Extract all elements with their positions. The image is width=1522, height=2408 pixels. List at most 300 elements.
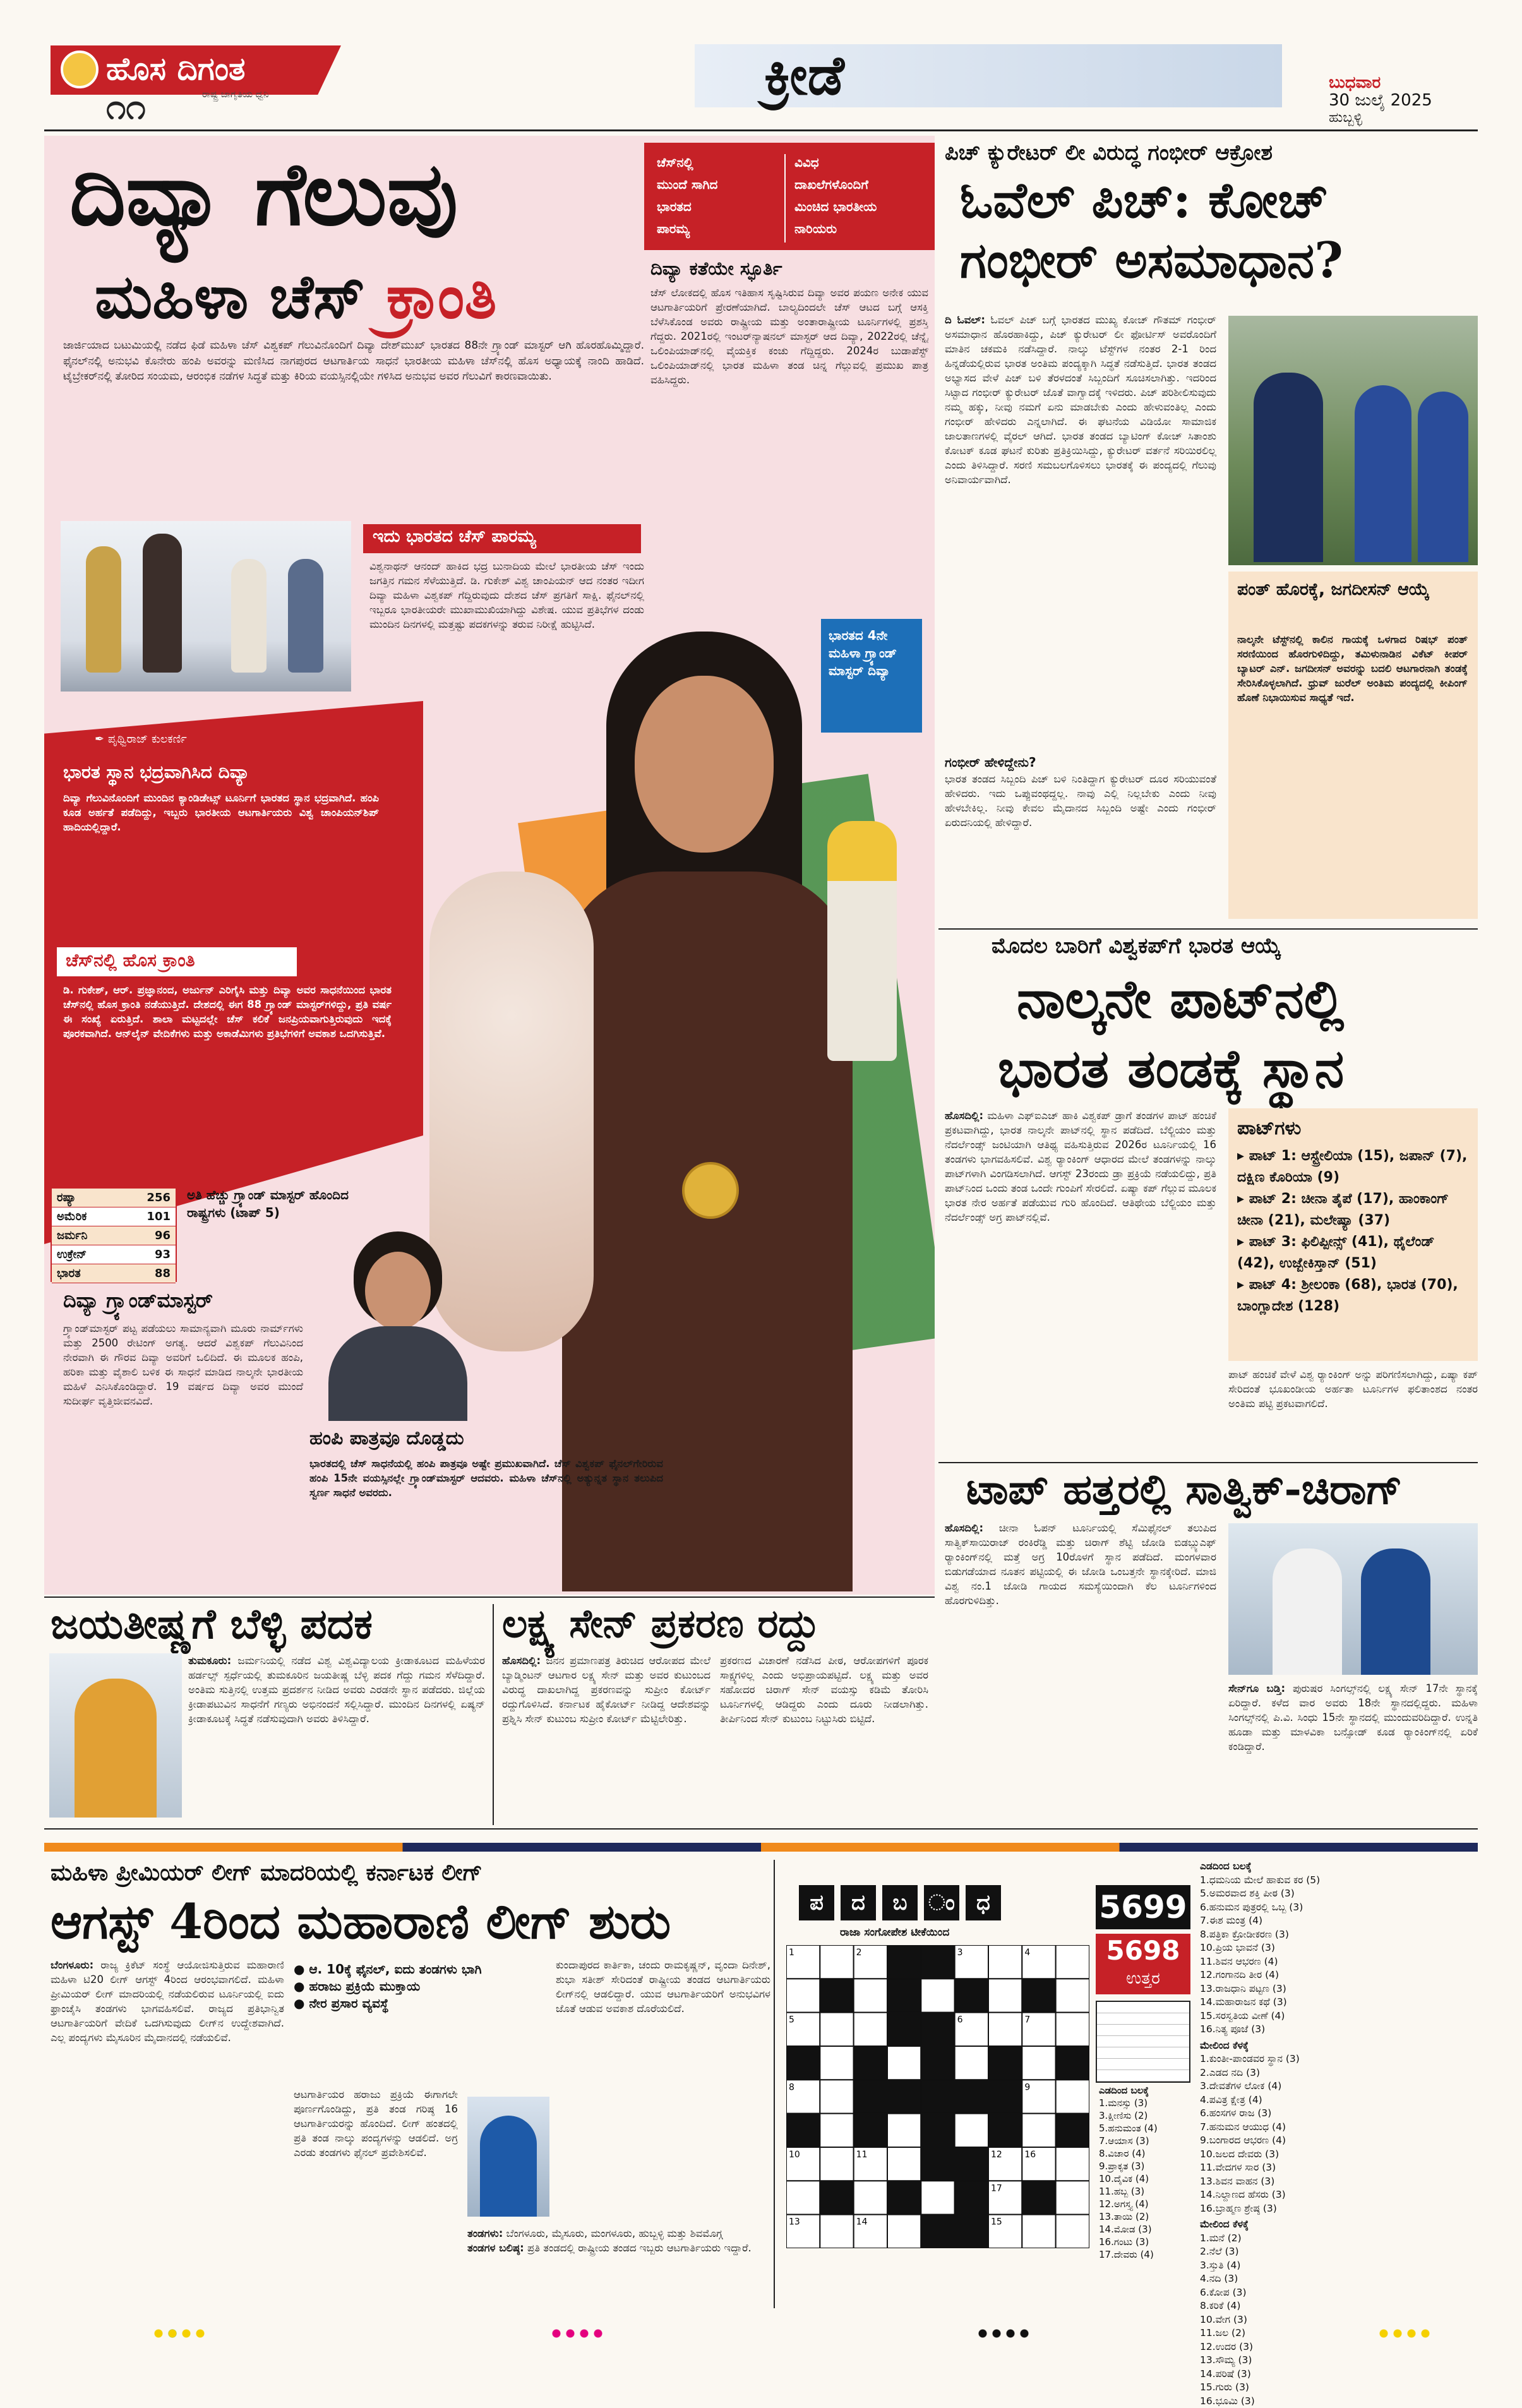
crossword-cell [921, 1945, 954, 1979]
crossword-clue: 4.ನದಿ (3) [1200, 2272, 1478, 2286]
gm-country: ರಷ್ಯಾ [57, 1189, 76, 1207]
gambhir-figure-1 [1254, 373, 1323, 562]
crossword-cell [955, 1979, 988, 2012]
lakshya-dateline: ಹೊಸದಿಲ್ಲಿ: [502, 1655, 541, 1667]
crossword-clue: 10.ವೇಗ (3) [1200, 2313, 1478, 2327]
crossword-cell[interactable] [854, 2013, 887, 2046]
kwpl-kicker: ಮಹಿಳಾ ಪ್ರೀಮಿಯರ್ ಲೀಗ್ ಮಾದರಿಯಲ್ಲಿ ಕರ್ನಾಟಕ ಲೀಗ್ [51, 1860, 482, 1886]
logo-text: ಹೊಸ ದಿಗಂತ [106, 49, 246, 88]
crossword-cell[interactable] [854, 1979, 887, 2012]
hampi-title: ಹಂಪಿ ಪಾತ್ರವೂ ದೊಡ್ಡದು [309, 1427, 464, 1449]
crossword-cell [887, 2013, 921, 2046]
crossword-cell[interactable] [887, 2114, 921, 2147]
crossword-cell-number: 10 [789, 2150, 800, 2160]
crossword-cell [854, 2114, 887, 2147]
sidebar-list-item: ಭಾರತದ [657, 196, 770, 218]
gm-country: ಉಕ್ರೇನ್ [57, 1245, 87, 1264]
portrait-caption: ಭಾರತದ 4ನೇ ಮಹಿಳಾ ಗ್ರ್ಯಾಂಡ್ ಮಾಸ್ಟರ್ ದಿವ್ಯಾ [829, 626, 914, 680]
crossword-cell [854, 2046, 887, 2080]
crossword-cell[interactable] [786, 1979, 820, 2012]
crossword-clue: 11.ವೇದಗಳ ಸಾರ (3) [1200, 2161, 1478, 2175]
byline [95, 733, 187, 746]
crossword-cell [955, 2147, 988, 2181]
kwpl-teams [467, 2226, 770, 2302]
lakshya-body-1-text: ಜನನ ಪ್ರಮಾಣಪತ್ರ ತಿರುಚಿದ ಆರೋಪದ ಮೇಲೆ ಬ್ಯಾಡ್ಮಿಂಟನ್ ಆಟಗಾರ ಲಕ್ಷ್ಯ ಸೇನ್ ಮತ್ತು ಅವರ ಕುಟುಂಬದ ವಿರುದ್ಧ ದಾಖಲಾಗಿದ್ದ ಪ್ರಕರಣವನ್ನು ಸುಪ್ರೀಂ ಕೋರ್ಟ್ ರದ್ದುಗೊಳಿಸಿದೆ. ಕರ್ನಾಟಕ ಹೈಕೋರ್ಟ್ ನೀಡಿದ್ದ ಆದೇಶವನ್ನು ಪ್ರಶ್ನಿಸಿ ಸೇನ್ ಕುಟುಂಬ ಸುಪ್ರೀಂ ಕೋರ್ಟ್ ಮೆಟ್ಟಿಲೇರಿತ್ತು. [502, 1655, 710, 1725]
crossword-clue: 10.ಪ್ರಿಯ ಭಾವನೆ (3) [1200, 1941, 1478, 1955]
crossword-clue: 12.ಅಗಸ್ತ್ಯ (4) [1099, 2198, 1194, 2210]
gambhir-body-text: ಓವಲ್ ಪಿಚ್ ಬಗ್ಗೆ ಭಾರತದ ಮುಖ್ಯ ಕೋಚ್ ಗೌತಮ್ ಗಂಭೀರ್ ಅಸಮಾಧಾನ ಹೊರಹಾಕಿದ್ದು, ಪಿಚ್ ಕ್ಯುರೇಟರ್ ಲೀ ಫೋರ್ಟಿಸ್ ಅವರೊಂದಿಗೆ ಮಾತಿನ ಚಕಮಕಿ ನಡೆಸಿದ್ದಾರೆ. ನಾಲ್ಕು ಟೆಸ್ಟ್‌ಗಳ ನಂತರ 2-1 ರಿಂದ ಹಿನ್ನಡೆಯಲ್ಲಿರುವ ಭಾರತ ಅಂತಿಮ ಪಂದ್ಯಕ್ಕಾಗಿ ಸಿದ್ಧತೆ ನಡೆಸುತ್ತಿದೆ. ಭಾರತ ತಂಡದ ಅಭ್ಯಾಸದ ವೇಳೆ ಪಿಚ್ ಬಳಿ ತೆರಳದಂತೆ ಸಿಬ್ಬಂದಿಗೆ ಸೂಚಿಸಲಾಗಿತ್ತು. ಇದರಿಂದ ಸಿಟ್ಟಾದ ಗಂಭೀರ್ ಕ್ಯುರೇಟರ್ ಜೊತೆ ವಾಗ್ವಾದಕ್ಕೆ ಇಳಿದರು. ಪಿಚ್ ಪರಿಶೀಲಿಸುವುದು ನಮ್ಮ ಹಕ್ಕು, ನೀವು ನಮಗೆ ಏನು ಮಾಡಬೇಕು ಎಂದು ಹೇಳುವಂತಿಲ್ಲ ಎಂದು ಗಂಭೀರ್ ಹೇಳಿದರು ಎನ್ನಲಾಗಿದೆ. ಈ ಘಟನೆಯ ವಿಡಿಯೋ ಸಾಮಾಜಿಕ ಜಾಲತಾಣಗಳಲ್ಲಿ ವೈರಲ್ ಆಗಿದೆ. ಭಾರತ ತಂಡದ ಬ್ಯಾಟಿಂಗ್ ಕೋಚ್ ಸಿತಾಂಶು ಕೋಟಕ್ ಕೂಡ ಘಟನೆ ಕುರಿತು ಪ್ರತಿಕ್ರಿಯಿಸಿದ್ದು, ಕ್ಯುರೇಟರ್ ವರ್ತನೆ ಸರಿಯಿರಲಿಲ್ಲ ಎಂದು ತಿಳಿಸಿದ್ದಾರೆ. ಸರಣಿ ಸಮಬಲಗೊಳಿಸಲು ಭಾರತಕ್ಕೆ ಈ ಪಂದ್ಯದಲ್ಲಿ ಗೆಲುವು ಅನಿವಾರ್ಯವಾಗಿದೆ. [945, 314, 1216, 486]
silver-photo [49, 1653, 182, 1818]
kwpl-dateline: ಬೆಂಗಳೂರು: [51, 1959, 93, 1971]
crossword-clue: 8.ವಿಚಾರ (4) [1099, 2147, 1194, 2160]
pant-title: ಪಂತ್ ಹೊರಕ್ಕೆ, ಜಗದೀಸನ್ ಆಯ್ಕೆ [1237, 578, 1471, 602]
lead-headline-2-accent: ಕ್ರಾಂತಿ [386, 261, 497, 332]
crossword-cell[interactable] [1022, 2215, 1055, 2248]
crossword-cell [820, 2181, 853, 2214]
sidebar-list-divider [784, 154, 786, 243]
silver-body [188, 1653, 485, 1824]
crossword-cell[interactable] [854, 2181, 887, 2214]
pots-title: ಪಾಟ್‌ಗಳು [1237, 1117, 1469, 1139]
crossword-title-letter: ಂ [924, 1885, 959, 1920]
crossword-title [799, 1885, 1070, 1920]
kwpl-bullets-box [294, 1961, 546, 2081]
crossword-grid[interactable] [786, 1945, 1089, 2248]
trophy-icon [827, 821, 897, 1061]
portrait-face [635, 676, 774, 853]
crossword-clues [1200, 1860, 1478, 2315]
podium-photo [61, 521, 351, 692]
crossword-answers-title: ಎಡದಿಂದ ಬಲಕ್ಕೆ [1200, 1860, 1478, 1874]
crossword-clue: 5.ಹನುಮಂತ (4) [1099, 2122, 1194, 2135]
kwpl-body-2: ಆಟಗಾರ್ತಿಯರ ಹರಾಜು ಪ್ರಕ್ರಿಯೆ ಈಗಾಗಲೇ ಪೂರ್ಣಗೊಂಡಿದ್ದು, ಪ್ರತಿ ತಂಡ ಗರಿಷ್ಠ 16 ಆಟಗಾರ್ತಿಯರನ್ನು ಹೊಂದಿದೆ. ಲೀಗ್ ಹಂತದಲ್ಲಿ ಪ್ರತಿ ತಂಡ ನಾಲ್ಕು ಪಂದ್ಯಗಳನ್ನು ಆಡಲಿದೆ. ಅಗ್ರ ಎರಡು ತಂಡಗಳು ಫೈನಲ್ ಪ್ರವೇಶಿಸಲಿವೆ. [294, 2087, 458, 2302]
kwpl-squad-text: ಪ್ರತಿ ತಂಡದಲ್ಲಿ ರಾಷ್ಟ್ರೀಯ ತಂಡದ ಇಬ್ಬರು ಆಟಗಾರ್ತಿಯರು ಇದ್ದಾರೆ. [527, 2242, 752, 2254]
crossword-cell [887, 2080, 921, 2113]
crossword-cell[interactable] [955, 2114, 988, 2147]
crossword-clue: 13.ಶಿವನ ವಾಹನ (3) [1200, 2175, 1478, 2189]
logo-tagline: ರಾಷ್ಟ್ರ ಜಾಗೃತಿಯ ಧ್ವನಿ [202, 88, 268, 100]
crossword-title-letter: ಬ [882, 1885, 918, 1920]
badminton-player-2 [1361, 1548, 1430, 1675]
crossword-clue: 16.ಭೂಮಿ (3) [1200, 2395, 1478, 2408]
byline-name: ಪೃಥ್ವಿರಾಜ್ ಕುಲಕರ್ಣಿ [108, 733, 187, 746]
crossword-clue: 11.ಹಬ್ಬ (3) [1099, 2185, 1194, 2198]
pant-body: ನಾಲ್ಕನೇ ಟೆಸ್ಟ್‌ನಲ್ಲಿ ಕಾಲಿನ ಗಾಯಕ್ಕೆ ಒಳಗಾದ ರಿಷಭ್ ಪಂತ್ ಸರಣಿಯಿಂದ ಹೊರಗುಳಿದಿದ್ದು, ತಮಿಳುನಾಡಿನ ವಿಕೆಟ್ ಕೀಪರ್ ಬ್ಯಾಟರ್ ಎನ್. ಜಗದೀಸನ್ ಅವರನ್ನು ಬದಲಿ ಆಟಗಾರನಾಗಿ ತಂಡಕ್ಕೆ ಸೇರಿಸಿಕೊಳ್ಳಲಾಗಿದೆ. ಧ್ರುವ್ ಜುರೆಲ್ ಅಂತಿಮ ಪಂದ್ಯದಲ್ಲಿ ಕೀಪಿಂಗ್ ಹೊಣೆ ನಿಭಾಯಿಸುವ ಸಾಧ್ಯತೆ ಇದೆ. [1237, 632, 1468, 910]
hampi-photo [309, 1219, 486, 1421]
masthead [0, 0, 1522, 136]
crossword-clue: 17.ದೇವರು (4) [1099, 2248, 1194, 2261]
crossword-answers-down-list [1200, 2052, 1478, 2215]
supremacy-title: ಇದು ಭಾರತದ ಚೆಸ್ ಪಾರಮ್ಯ [373, 527, 536, 547]
crossword-cell [921, 2215, 954, 2248]
crossword-number-box [1096, 1885, 1190, 1929]
crossword-cell[interactable] [921, 2181, 954, 2214]
crossword-cell [955, 2080, 988, 2113]
crossword-grid-svg[interactable] [786, 1945, 1089, 2248]
hockey-headline-1: ನಾಲ್ಕನೇ ಪಾಟ್‌ನಲ್ಲಿ [1017, 966, 1344, 1032]
portrait-caption-box [821, 619, 922, 733]
badminton-body [945, 1521, 1216, 1786]
gambhir-qa-body: ಭಾರತ ತಂಡದ ಸಿಬ್ಬಂದಿ ಪಿಚ್ ಬಳಿ ನಿಂತಿದ್ದಾಗ ಕ್ಯುರೇಟರ್ ದೂರ ಸರಿಯುವಂತೆ ಹೇಳಿದರು. ಇದು ಒಪ್ಪುವಂಥದ್ದಲ್ಲ. ನಾವು ಎಲ್ಲಿ ನಿಲ್ಲಬೇಕು ಎಂದು ನೀವು ಹೇಳಬೇಕಿಲ್ಲ. ನೀವು ಕೇವಲ ಮೈದಾನದ ಸಿಬ್ಬಂದಿ ಅಷ್ಟೇ ಎಂದು ಗಂಭೀರ್ ಏರುದನಿಯಲ್ಲಿ ಹೇಳಿದ್ದಾರೆ. [945, 772, 1216, 917]
pant-box [1228, 572, 1478, 919]
lakshya-headline: ಲಕ್ಷ್ಯ ಸೇನ್ ಪ್ರಕರಣ ರದ್ದು [502, 1598, 820, 1650]
crossword-answer-box [1096, 1934, 1190, 1994]
lead-headline-2 [95, 259, 496, 335]
crossword-vdivider [774, 1860, 775, 2308]
crossword-clue: 9.ಬಂಗಾರದ ಆಭರಣ (4) [1200, 2134, 1478, 2148]
crossword-cell[interactable] [887, 2147, 921, 2181]
kwpl-bullet: ● ನೇರ ಪ್ರಸಾರ ವ್ಯವಸ್ಥೆ [294, 1995, 546, 2012]
kwpl-player [480, 2116, 537, 2217]
crossword-cell [988, 2080, 1022, 2113]
crossword-title-letter: ಧ [966, 1885, 1001, 1920]
crossword-cell[interactable] [988, 1979, 1022, 2012]
sidebar-list-item: ಪಾರಮ್ಯ [657, 218, 770, 240]
crossword-clue: 1.ಮನಸ್ಸು (3) [1099, 2097, 1194, 2109]
crossword-clue: 9.ಪ್ರಾಕೃತ (3) [1099, 2160, 1194, 2172]
crossword-across [1099, 2084, 1194, 2311]
crossword-cell[interactable] [988, 1945, 1022, 1979]
crossword-cell[interactable] [1022, 2046, 1055, 2080]
divya-gm-body: ಗ್ರ್ಯಾಂಡ್‌ಮಾಸ್ಟರ್ ಪಟ್ಟ ಪಡೆಯಲು ಸಾಮಾನ್ಯವಾಗಿ ಮೂರು ನಾರ್ಮ್‌ಗಳು ಮತ್ತು 2500 ರೇಟಿಂಗ್ ಅಗತ್ಯ. ಆದರೆ ವಿಶ್ವಕಪ್ ಗೆಲುವಿನಿಂದ ನೇರವಾಗಿ ಈ ಗೌರವ ದಿವ್ಯಾ ಅವರಿಗೆ ಒಲಿದಿದೆ. ಈ ಮೂಲಕ ಹಂಪಿ, ಹರಿಕಾ ಮತ್ತು ವೈಶಾಲಿ ಬಳಿಕ ಈ ಸಾಧನೆ ಮಾಡಿದ ನಾಲ್ಕನೇ ಭಾರತೀಯ ಮಹಿಳೆ ಎನಿಸಿಕೊಂಡಿದ್ದಾರೆ. 19 ವರ್ಷದ ದಿವ್ಯಾ ಅವರ ಮುಂದೆ ಸುದೀರ್ಘ ವೃತ್ತಿಜೀವನವಿದೆ. [63, 1321, 303, 1586]
hockey-body-text: ಮಹಿಳಾ ಎಫ್‌ಐಎಚ್ ಹಾಕಿ ವಿಶ್ವಕಪ್ ಡ್ರಾಗೆ ತಂಡಗಳ ಪಾಟ್ ಹಂಚಿಕೆ ಪ್ರಕಟವಾಗಿದ್ದು, ಭಾರತ ನಾಲ್ಕನೇ ಪಾಟ್‌ನಲ್ಲಿ ಸ್ಥಾನ ಪಡೆದಿದೆ. ಬೆಲ್ಜಿಯಂ ಮತ್ತು ನೆದರ್ಲೆಂಡ್ಸ್ ಜಂಟಿಯಾಗಿ ಆತಿಥ್ಯ ವಹಿಸುತ್ತಿರುವ 2026ರ ಟೂರ್ನಿಯಲ್ಲಿ 16 ತಂಡಗಳು ಭಾಗವಹಿಸಲಿವೆ. ವಿಶ್ವ ರ‍್ಯಾಂಕಿಂಗ್ ಆಧಾರದ ಮೇಲೆ ತಂಡಗಳನ್ನು ನಾಲ್ಕು ಪಾಟ್‌ಗಳಾಗಿ ವಿಂಗಡಿಸಲಾಗಿದೆ. ಆಗಸ್ಟ್ 23ರಂದು ಡ್ರಾ ಪ್ರಕ್ರಿಯೆ ನಡೆಯಲಿದ್ದು, ಪ್ರತಿ ಪಾಟ್‌ನಿಂದ ಒಂದು ತಂಡ ಒಂದೇ ಗುಂಪಿಗೆ ಸೇರಲಿದೆ. ಏಷ್ಯಾ ಕಪ್ ಗೆಲ್ಲುವ ಮೂಲಕ ಭಾರತ ನೇರ ಅರ್ಹತೆ ಪಡೆಯುವ ಗುರಿ ಹೊಂದಿದೆ. ಆತಿಥೇಯ ಬೆಲ್ಜಿಯಂ ಮತ್ತು ನೆದರ್ಲೆಂಡ್ಸ್ ಅಗ್ರ ಪಾಟ್‌ನಲ್ಲಿವೆ. [945, 1110, 1216, 1223]
crossword-clue: 12.ಗಂಗಾನದಿ ತೀರ (4) [1200, 1968, 1478, 1982]
lakshya-body-2: ಪ್ರಕರಣದ ವಿಚಾರಣೆ ನಡೆಸಿದ ಪೀಠ, ಆರೋಪಗಳಿಗೆ ಪೂರಕ ಸಾಕ್ಷ್ಯಗಳಿಲ್ಲ ಎಂದು ಅಭಿಪ್ರಾಯಪಟ್ಟಿದೆ. ಲಕ್ಷ್ಯ ಮತ್ತು ಅವರ ಸಹೋದರ ಚಿರಾಗ್ ಸೇನ್ ವಯಸ್ಸು ಕಡಿಮೆ ತೋರಿಸಿ ಟೂರ್ನಿಗಳಲ್ಲಿ ಆಡಿದ್ದರು ಎಂದು ದೂರು ನೀಡಲಾಗಿತ್ತು. ತೀರ್ಪಿನಿಂದ ಸೇನ್ ಕುಟುಂಬ ನಿಟ್ಟುಸಿರು ಬಿಟ್ಟಿದೆ. [720, 1653, 928, 1824]
crossword-cell-number: 8 [789, 2082, 794, 2092]
right-divider-1 [938, 928, 1478, 930]
supremacy-body: ವಿಶ್ವನಾಥನ್ ಆನಂದ್ ಹಾಕಿದ ಭದ್ರ ಬುನಾದಿಯ ಮೇಲೆ ಭಾರತೀಯ ಚೆಸ್ ಇಂದು ಜಗತ್ತಿನ ಗಮನ ಸೆಳೆಯುತ್ತಿದೆ. ಡಿ. ಗುಕೇಶ್ ವಿಶ್ವ ಚಾಂಪಿಯನ್ ಆದ ನಂತರ ಇದೀಗ ದಿವ್ಯಾ ಮಹಿಳಾ ವಿಶ್ವಕಪ್ ಗೆದ್ದಿರುವುದು ದೇಶದ ಚೆಸ್ ಪ್ರಗತಿಗೆ ಸಾಕ್ಷಿ. ಫೈನಲ್‌ನಲ್ಲಿ ಇಬ್ಬರೂ ಭಾರತೀಯರೇ ಮುಖಾಮುಖಿಯಾಗಿದ್ದು ವಿಶೇಷ. ಯುವ ಪ್ರತಿಭೆಗಳ ದಂಡು ಮುಂದಿನ ದಿನಗಳಲ್ಲಿ ಮತ್ತಷ್ಟು ಪದಕಗಳನ್ನು ತರುವ ನಿರೀಕ್ಷೆ ಹುಟ್ಟಿಸಿದೆ. [369, 559, 644, 748]
lakshya-body-1 [502, 1653, 710, 1824]
crossword-cell[interactable] [1056, 2013, 1089, 2046]
revolution-title: ಚೆಸ್‌ನಲ್ಲಿ ಹೊಸ ಕ್ರಾಂತಿ [66, 950, 195, 971]
bottom-divider-2 [44, 1828, 1478, 1830]
divya-gm-title: ದಿವ್ಯಾ ಗ್ರ್ಯಾಂಡ್‌ಮಾಸ್ಟರ್ [63, 1288, 213, 1313]
crossword-cell [921, 2013, 954, 2046]
crossword-cell-number: 3 [957, 1948, 963, 1958]
crossword-cell[interactable] [887, 2215, 921, 2248]
crossword-cell-number: 16 [1024, 2150, 1036, 2160]
sidebar-list-item: ನಾರಿಯರು [794, 218, 933, 240]
crossword-cell-number: 2 [856, 1948, 862, 1958]
crossword-cell-number: 7 [1024, 2015, 1030, 2025]
crossword-clue: 16.ಬ್ರಾಹ್ಮಣ ಶ್ರೇಷ್ಠ (3) [1200, 2202, 1478, 2216]
crossword-clue: 15.ಸರಸ್ವತಿಯ ವೀಣೆ (4) [1200, 2010, 1478, 2023]
crossword-cell-number: 13 [789, 2217, 800, 2227]
pot-item: ▸ ಪಾಟ್ 1: ಆಸ್ಟ್ರೇಲಿಯಾ (15), ಜಪಾನ್ (7), ದಕ್ಷಿಣ ಕೊರಿಯಾ (9) [1237, 1146, 1469, 1189]
crossword-clue: 6.ಕೋಪ (3) [1200, 2286, 1478, 2300]
crossword-clue: 3.ದೇವತೆಗಳ ಲೋಕ (4) [1200, 2080, 1478, 2094]
badminton-dateline: ಹೊಸದಿಲ್ಲಿ: [945, 1522, 983, 1534]
crossword-clue: 14.ಮಹಾರಾಜನ ಕಥೆ (3) [1200, 1996, 1478, 2010]
silver-athlete [75, 1679, 157, 1818]
crossword-cell[interactable] [820, 2080, 853, 2113]
crossword-clue: 6.ಹಂಸಗಳ ರಾಜ (3) [1200, 2107, 1478, 2121]
hockey-dateline: ಹೊಸದಿಲ್ಲಿ: [945, 1110, 983, 1122]
sidebar-list-item: ಮುಂದೆ ಸಾಗಿದ [657, 174, 770, 196]
reg-dots-left [152, 2328, 208, 2339]
silver-headline: ಜಯತೀಷ್ಣಗೆ ಬೆಳ್ಳಿ ಪದಕ [51, 1598, 373, 1650]
crossword-clue: 1.ಧಮನಿಯ ಮೇಲೆ ಹಾಕುವ ಕರ (5) [1200, 1874, 1478, 1888]
crossword-cell [786, 2046, 820, 2080]
pots-list [1237, 1146, 1469, 1317]
crossword-clue: 14.ನಿಲ್ದಾಣದ ಹೆಸರು (3) [1200, 2188, 1478, 2202]
badminton-caption-text: ಪುರುಷರ ಸಿಂಗಲ್ಸ್‌ನಲ್ಲಿ ಲಕ್ಷ್ಯ ಸೇನ್ 17ನೇ ಸ್ಥಾನಕ್ಕೆ ಏರಿದ್ದಾರೆ. ಕಳೆದ ವಾರ ಅವರು 18ನೇ ಸ್ಥಾನದಲ್ಲಿದ್ದರು. ಮಹಿಳಾ ಸಿಂಗಲ್ಸ್‌ನಲ್ಲಿ ಪಿ.ವಿ. ಸಿಂಧು 15ನೇ ಸ್ಥಾನದಲ್ಲಿ ಮುಂದುವರಿದಿದ್ದಾರೆ. ಉನ್ನತಿ ಹೂಡಾ ಮತ್ತು ಮಾಳವಿಕಾ ಬನ್ಸೋಡ್ ಕೂಡ ರ‍್ಯಾಂಕಿಂಗ್‌ನಲ್ಲಿ ಏರಿಕೆ ಕಂಡಿದ್ದಾರೆ. [1228, 1682, 1478, 1752]
crossword-subtitle: ರಾಜಾ ಸಂಗೋಪೇಶ ಟೀಕೆಯಿಂದ [840, 1926, 949, 1939]
kwpl-bullet: ● ಹರಾಜು ಪ್ರಕ್ರಿಯೆ ಮುಕ್ತಾಯ [294, 1978, 546, 1995]
crossword-clue: 10.ಜಲದ ದೇವರು (3) [1200, 2148, 1478, 2162]
crossword-clue: 13.ರಾಜಧಾನಿ ಪಟ್ಟಣ (3) [1200, 1982, 1478, 1996]
crossword-clue: 7.ಈಶ ಮಂತ್ರ (4) [1200, 1914, 1478, 1928]
crossword-cell-number: 15 [991, 2217, 1002, 2227]
gm-country: ಜರ್ಮನಿ [57, 1226, 88, 1245]
section-title: ಕ್ರೀಡೆ [764, 45, 844, 106]
crossword-answer-grid [1096, 2001, 1190, 2083]
crossword-cell[interactable] [1056, 2181, 1089, 2214]
crossword-cell[interactable] [921, 1979, 954, 2012]
crossword-clue: 6.ಹನುಮನ ಪುತ್ರರಲ್ಲಿ ಒಬ್ಬ (3) [1200, 1901, 1478, 1915]
crossword-across-title: ಎಡದಿಂದ ಬಲಕ್ಕೆ [1099, 2084, 1194, 2097]
crossword-cell [1056, 2046, 1089, 2080]
masthead-divider [44, 129, 1478, 131]
crossword-clue: 11.ಜಲ (2) [1200, 2327, 1478, 2340]
podium-figure-2 [143, 534, 182, 673]
podium-figure-1 [86, 546, 121, 673]
crossword-cell [921, 2114, 954, 2147]
gm-count: 96 [155, 1226, 171, 1245]
crossword-cell [887, 1945, 921, 1979]
crossword-clue: 14.ಪರಿಷೆ (3) [1200, 2368, 1478, 2381]
crossword-answer-label: ಉತ್ತರ [1096, 1968, 1190, 1989]
crossword-cell[interactable] [820, 2046, 853, 2080]
crossword-cell [1056, 2114, 1089, 2147]
safe-hands-body: ದಿವ್ಯಾ ಗೆಲುವಿನೊಂದಿಗೆ ಮುಂದಿನ ಕ್ಯಾಂಡಿಡೇಟ್ಸ್ ಟೂರ್ನಿಗೆ ಭಾರತದ ಸ್ಥಾನ ಭದ್ರವಾಗಿದೆ. ಹಂಪಿ ಕೂಡ ಅರ್ಹತೆ ಪಡೆದಿದ್ದು, ಇಬ್ಬರು ಭಾರತೀಯ ಆಟಗಾರ್ತಿಯರು ವಿಶ್ವ ಚಾಂಪಿಯನ್‌ಶಿಪ್ ಹಾದಿಯಲ್ಲಿದ್ದಾರೆ. [63, 791, 379, 942]
gambhir-body [945, 313, 1216, 755]
registration-marks [0, 2324, 1522, 2343]
gm-country: ಭಾರತ [57, 1264, 81, 1283]
crossword-clue: 13.ತಾಯಿ (2) [1099, 2210, 1194, 2223]
hampi-body: ಭಾರತದಲ್ಲಿ ಚೆಸ್ ಸಾಧನೆಯಲ್ಲಿ ಹಂಪಿ ಪಾತ್ರವೂ ಅಷ್ಟೇ ಪ್ರಮುಖವಾಗಿದೆ. ಚೆಸ್ ವಿಶ್ವಕಪ್ ಫೈನಲ್‌ಗೇರಿರುವ ಹಂಪಿ 15ನೇ ವಯಸ್ಸಿನಲ್ಲೇ ಗ್ರ್ಯಾಂಡ್‌ಮಾಸ್ಟರ್ ಆದವರು. ಮಹಿಳಾ ಚೆಸ್‌ನಲ್ಲಿ ಅತ್ಯುನ್ನತ ಸ್ಥಾನ ತಲುಪಿದ ಸ್ವರ್ಣ ಸಾಧನೆ ಅವರದು. [309, 1456, 663, 1589]
crossword-cell-number: 4 [1024, 1948, 1030, 1958]
crossword-cell-number: 9 [1024, 2082, 1030, 2092]
page-number: ೧೧ [106, 88, 146, 126]
gambhir-figure-2 [1355, 385, 1411, 562]
crossword-cell[interactable] [820, 2215, 853, 2248]
gm-country: ಅಮೆರಿಕ [57, 1207, 87, 1226]
crossword-cell[interactable] [1022, 2114, 1055, 2147]
crossword-cell [988, 2046, 1022, 2080]
inspiration-body: ಚೆಸ್ ಲೋಕದಲ್ಲಿ ಹೊಸ ಇತಿಹಾಸ ಸೃಷ್ಟಿಸಿರುವ ದಿವ್ಯಾ ಅವರ ಪಯಣ ಅನೇಕ ಯುವ ಆಟಗಾರ್ತಿಯರಿಗೆ ಪ್ರೇರಣೆಯಾಗಿದೆ. ಬಾಲ್ಯದಿಂದಲೇ ಚೆಸ್ ಆಟದ ಬಗ್ಗೆ ಆಸಕ್ತಿ ಬೆಳೆಸಿಕೊಂಡ ಅವರು ರಾಷ್ಟ್ರೀಯ ಮತ್ತು ಅಂತಾರಾಷ್ಟ್ರೀಯ ಟೂರ್ನಿಗಳಲ್ಲಿ ಪ್ರಶಸ್ತಿ ಗೆದ್ದರು. 2021ರಲ್ಲಿ ಇಂಟರ್‌ನ್ಯಾಷನಲ್ ಮಾಸ್ಟರ್ ಆದ ದಿವ್ಯಾ, 2022ರಲ್ಲಿ ಚೆನ್ನೈ ಒಲಿಂಪಿಯಾಡ್‌ನಲ್ಲಿ ವೈಯಕ್ತಿಕ ಕಂಚು ಗೆದ್ದಿದ್ದರು. 2024ರ ಬುಡಾಪೆಸ್ಟ್ ಒಲಿಂಪಿಯಾಡ್‌ನಲ್ಲಿ ಭಾರತ ಮಹಿಳಾ ತಂಡ ಚಿನ್ನ ಗೆಲ್ಲುವಲ್ಲಿ ಪ್ರಮುಖ ಪಾತ್ರ ವಹಿಸಿದ್ದರು. [650, 285, 928, 589]
kwpl-body-1-text: ರಾಜ್ಯ ಕ್ರಿಕೆಟ್ ಸಂಸ್ಥೆ ಆಯೋಜಿಸುತ್ತಿರುವ ಮಹಾರಾಣಿ ಮಹಿಳಾ ಟಿ20 ಲೀಗ್ ಆಗಸ್ಟ್ 4ರಿಂದ ಆರಂಭವಾಗಲಿದೆ. ಮಹಿಳಾ ಪ್ರೀಮಿಯರ್ ಲೀಗ್ ಮಾದರಿಯಲ್ಲಿ ನಡೆಯಲಿರುವ ಟೂರ್ನಿಯಲ್ಲಿ ಐದು ಫ್ರಾಂಚೈಸಿ ತಂಡಗಳು ಭಾಗವಹಿಸಲಿವೆ. ರಾಜ್ಯದ ಪ್ರತಿಭಾನ್ವಿತ ಆಟಗಾರ್ತಿಯರಿಗೆ ವೇದಿಕೆ ಒದಗಿಸುವುದು ಲೀಗ್‌ನ ಉದ್ದೇಶವಾಗಿದೆ. ಎಲ್ಲ ಪಂದ್ಯಗಳು ಮೈಸೂರಿನ ಮೈದಾನದಲ್ಲಿ ನಡೆಯಲಿವೆ. [51, 1959, 284, 2044]
gambhir-figure-3 [1418, 392, 1468, 562]
crossword-number: 5699 [1096, 1885, 1190, 1929]
crossword-cell-number: 5 [789, 2015, 794, 2025]
kwpl-photo [467, 2097, 549, 2217]
pot-item: ▸ ಪಾಟ್ 3: ಫಿಲಿಪ್ಪೀನ್ಸ್ (41), ಥೈಲೆಂಡ್ (42), ಉಜ್ಬೇಕಿಸ್ತಾನ್ (51) [1237, 1231, 1469, 1274]
kwpl-bullets [294, 1961, 546, 2012]
crossword-clue: 14.ಮೋಡ (3) [1099, 2223, 1194, 2236]
crossword-cell-number: 11 [856, 2150, 868, 2160]
gambhir-qa-title: ಗಂಭೀರ್ ಹೇಳಿದ್ದೇನು? [945, 755, 1036, 770]
gm-count: 101 [147, 1207, 171, 1226]
crossword-cell-number: 14 [856, 2217, 868, 2227]
crossword-cell [887, 1979, 921, 2012]
sidebar-list-item: ಮಿಂಚಿದ ಭಾರತೀಯ [794, 196, 933, 218]
badminton-player-1 [1273, 1548, 1342, 1675]
gm-table-row [52, 1207, 176, 1226]
crossword-clue: 2.ನೆಲೆ (3) [1200, 2245, 1478, 2259]
kwpl-teams-label: ತಂಡಗಳು: [467, 2227, 503, 2239]
crossword-cell-number: 6 [957, 2015, 963, 2025]
badminton-caption-label: ಸೇನ್‌ಗೂ ಬಡ್ತಿ: [1228, 1682, 1285, 1694]
crossword-cell[interactable] [988, 2013, 1022, 2046]
kwpl-bullet: ● ಆ. 10ಕ್ಕೆ ಫೈನಲ್, ಐದು ತಂಡಗಳು ಭಾಗಿ [294, 1961, 546, 1978]
crossword-cell[interactable] [820, 1945, 853, 1979]
crossword-cell [955, 2181, 988, 2214]
sidebar-list-item: ಚೆಸ್‌ನಲ್ಲಿ [657, 152, 770, 174]
crossword-down-list [1200, 2232, 1478, 2408]
gm-count: 88 [155, 1264, 171, 1283]
crossword-cell-number: 1 [789, 1948, 794, 1958]
bottom-vdivider-1 [493, 1604, 494, 1825]
badminton-photo [1228, 1523, 1478, 1675]
lead-headline-2-main: ಮಹಿಳಾ ಚೆಸ್ [95, 261, 365, 332]
crossword-cell [786, 2114, 820, 2147]
crossword-clue: 13.ಸೌಮ್ಯ (3) [1200, 2354, 1478, 2368]
silver-body-text: ಜರ್ಮನಿಯಲ್ಲಿ ನಡೆದ ವಿಶ್ವ ವಿಶ್ವವಿದ್ಯಾಲಯ ಕ್ರೀಡಾಕೂಟದ ಮಹಿಳೆಯರ ಹರ್ಡಲ್ಸ್ ಸ್ಪರ್ಧೆಯಲ್ಲಿ ತುಮಕೂರಿನ ಜಯತೀಷ್ಣ ಬೆಳ್ಳಿ ಪದಕ ಗೆದ್ದು ಗಮನ ಸೆಳೆದಿದ್ದಾರೆ. ಅಂತಿಮ ಸುತ್ತಿನಲ್ಲಿ ಉತ್ತಮ ಪ್ರದರ್ಶನ ನೀಡಿದ ಅವರು ಎರಡನೇ ಸ್ಥಾನ ಪಡೆದರು. ಜಿಲ್ಲೆಯ ಕ್ರೀಡಾಪಟುವಿನ ಸಾಧನೆಗೆ ಗಣ್ಯರು ಅಭಿನಂದನೆ ಸಲ್ಲಿಸಿದ್ದಾರೆ. ಮುಂದಿನ ದಿನಗಳಲ್ಲಿ ಏಷ್ಯನ್ ಕ್ರೀಡಾಕೂಟಕ್ಕೆ ಸಿದ್ಧತೆ ನಡೆಸುವುದಾಗಿ ಅವರು ತಿಳಿಸಿದ್ದಾರೆ. [188, 1655, 485, 1725]
crossword-clue: 11.ಶಿವನ ಆಭರಣ (4) [1200, 1955, 1478, 1969]
portrait-medal-icon [682, 1162, 739, 1219]
masthead-logo-emblem-icon [61, 51, 99, 88]
crossword-cell[interactable] [1056, 2215, 1089, 2248]
inspiration-title: ದಿವ್ಯಾ ಕತೆಯೇ ಸ್ಫೂರ್ತಿ [650, 258, 782, 280]
sidebar-list-item: ವಿವಿಧ [794, 152, 933, 174]
crossword-cell[interactable] [1056, 2080, 1089, 2113]
crossword-cell [854, 2080, 887, 2113]
gm-table-row [52, 1226, 176, 1245]
gm-count: 93 [155, 1245, 171, 1264]
hampi-body [328, 1326, 467, 1421]
lead-headline-1: ದಿವ್ಯಾ ಗೆಲುವು [69, 140, 458, 248]
gambhir-photo [1228, 316, 1478, 565]
reg-dots-mid [549, 2328, 606, 2339]
crossword-cell [921, 2046, 954, 2080]
issue-date: 30 ಜುಲೈ 2025 [1329, 91, 1432, 111]
crossword-cell[interactable] [1056, 1979, 1089, 2012]
pots-box [1228, 1108, 1478, 1361]
crossword-title-letters [799, 1885, 1070, 1920]
crossword-clue: 1.ಕುಂತೀ-ಪಾಂಡವರ ಸ್ಥಾನ (3) [1200, 2052, 1478, 2066]
gambhir-headline-2: ಗಂಭೀರ್ ಅಸಮಾಧಾನ? [960, 231, 1343, 291]
kwpl-body-3: ಕುಂದಾಪುರದ ಕಾರ್ತಿಕಾ, ಚಂದು ರಾಮಕೃಷ್ಣನ್, ವೃಂದಾ ದಿನೇಶ್, ಶುಭಾ ಸತೀಶ್ ಸೇರಿದಂತೆ ರಾಷ್ಟ್ರೀಯ ತಂಡದ ಆಟಗಾರ್ತಿಯರು ಲೀಗ್‌ನಲ್ಲಿ ಆಡಲಿದ್ದಾರೆ. ಯುವ ಆಟಗಾರ್ತಿಯರಿಗೆ ಅನುಭವಿಗಳ ಜೊತೆ ಆಡುವ ಅವಕಾಶ ದೊರೆಯಲಿದೆ. [556, 1958, 770, 2223]
gm-table-row [52, 1264, 176, 1283]
crossword-clue: 16.ನಿತ್ಯ ಪೂಜೆ (3) [1200, 2023, 1478, 2037]
gambhir-headline-1: ಓವೆಲ್ ಪಿಚ್: ಕೋಚ್ [960, 171, 1327, 231]
hockey-headline-2: ಭಾರತ ತಂಡಕ್ಕೆ ಸ್ಥಾನ [998, 1036, 1344, 1101]
hockey-body [945, 1108, 1216, 1459]
crossword-cell[interactable] [955, 2046, 988, 2080]
crossword-clue: 3.ಸ್ತುತಿ (4) [1200, 2259, 1478, 2273]
crossword-clue: 4.ಪವಿತ್ರ ಕ್ಷೇತ್ರ (4) [1200, 2094, 1478, 2107]
hockey-body-bottom: ಪಾಟ್ ಹಂಚಿಕೆ ವೇಳೆ ವಿಶ್ವ ರ‍್ಯಾಂಕಿಂಗ್ ಅನ್ನು ಪರಿಗಣಿಸಲಾಗಿದ್ದು, ಏಷ್ಯಾ ಕಪ್ ಸೇರಿದಂತೆ ಭೂಖಂಡೀಯ ಅರ್ಹತಾ ಟೂರ್ನಿಗಳ ಫಲಿತಾಂಶದ ನಂತರ ಅಂತಿಮ ಪಟ್ಟಿ ಪ್ರಕಟವಾಗಲಿದೆ. [1228, 1367, 1478, 1462]
crossword-cell[interactable] [1056, 1945, 1089, 1979]
color-stripe [44, 1843, 1478, 1852]
crossword-cell[interactable] [887, 2046, 921, 2080]
crossword-cell-number: 17 [991, 2183, 1002, 2193]
crossword-clue: 12.ಉದರ (3) [1200, 2340, 1478, 2354]
crossword-clue: 5.ಅಮರವಾದ ಶಕ್ತಿ ಪೀಠ (3) [1200, 1887, 1478, 1901]
crossword-answer-number: 5698 [1096, 1934, 1190, 1968]
badminton-caption [1228, 1681, 1478, 1788]
divya-portrait [417, 606, 935, 1591]
revolution-body: ಡಿ. ಗುಕೇಶ್, ಆರ್. ಪ್ರಜ್ಞಾನಂದ, ಅರ್ಜುನ್ ಎರಿಗೈಸಿ ಮತ್ತು ದಿವ್ಯಾ ಅವರ ಸಾಧನೆಯಿಂದ ಭಾರತ ಚೆಸ್‌ನಲ್ಲಿ ಹೊಸ ಕ್ರಾಂತಿ ನಡೆಯುತ್ತಿದೆ. ದೇಶದಲ್ಲಿ ಈಗ 88 ಗ್ರ್ಯಾಂಡ್ ಮಾಸ್ಟರ್‌ಗಳಿದ್ದು, ಪ್ರತಿ ವರ್ಷ ಈ ಸಂಖ್ಯೆ ಏರುತ್ತಿದೆ. ಶಾಲಾ ಮಟ್ಟದಲ್ಲೇ ಚೆಸ್ ಕಲಿಕೆ ಜನಪ್ರಿಯವಾಗುತ್ತಿರುವುದು ಇದಕ್ಕೆ ಪೂರಕವಾಗಿದೆ. ಆನ್‌ಲೈನ್ ವೇದಿಕೆಗಳು ಮತ್ತು ಅಕಾಡೆಮಿಗಳು ಪ್ರತಿಭೆಗಳಿಗೆ ಅವಕಾಶ ಒದಗಿಸುತ್ತಿವೆ. [63, 983, 392, 1191]
silver-dateline: ತುಮಕೂರು: [188, 1655, 231, 1667]
crossword-clue: 2.ಎಡದ ನದಿ (3) [1200, 2066, 1478, 2080]
crossword-cell[interactable] [820, 2013, 853, 2046]
gm-table-title: ಅತಿ ಹೆಚ್ಚು ಗ್ರ್ಯಾಂಡ್ ಮಾಸ್ಟರ್ ಹೊಂದಿದ ರಾಷ್ಟ್ರಗಳು (ಟಾಪ್ 5) [187, 1186, 351, 1221]
sidebar-list-col1 [657, 152, 770, 240]
crossword-clue: 8.ಪತ್ರಿಕಾ ಕ್ರೋಡೀಕರಣ (3) [1200, 1928, 1478, 1942]
sidebar-list-col2 [794, 152, 933, 240]
crossword-clue: 10.ದೈವಿಕ (4) [1099, 2172, 1194, 2185]
crossword-cell[interactable] [786, 2181, 820, 2214]
gambhir-dateline: ದಿ ಓವಲ್: [945, 314, 985, 326]
crossword-cell-number: 12 [991, 2150, 1002, 2160]
podium-figure-3 [231, 559, 267, 673]
crossword-cell [921, 2080, 954, 2113]
crossword-cell [820, 1979, 853, 2012]
crossword-cell[interactable] [820, 2147, 853, 2181]
crossword-cell [988, 2114, 1022, 2147]
lead-intro: ಜಾರ್ಜಿಯಾದ ಬಟುಮಿಯಲ್ಲಿ ನಡೆದ ಫಿಡೆ ಮಹಿಳಾ ಚೆಸ್ ವಿಶ್ವಕಪ್ ಗೆಲುವಿನೊಂದಿಗೆ ದಿವ್ಯಾ ದೇಶ್‌ಮುಖ್ ಭಾರತದ 88ನೇ ಗ್ರ್ಯಾಂಡ್ ಮಾಸ್ಟರ್ ಆಗಿ ಹೊರಹೊಮ್ಮಿದ್ದಾರೆ. ಫೈನಲ್‌ನಲ್ಲಿ ಅನುಭವಿ ಕೊನೇರು ಹಂಪಿ ಅವರನ್ನು ಮಣಿಸಿದ ನಾಗಪುರದ ಆಟಗಾರ್ತಿಯ ಸಾಧನೆ ಭಾರತೀಯ ಮಹಿಳಾ ಚೆಸ್‌ನಲ್ಲಿ ಹೊಸ ಅಧ್ಯಾಯಕ್ಕೆ ನಾಂದಿ ಹಾಡಿದೆ. ಟೈಬ್ರೇಕರ್‌ನಲ್ಲಿ ತೋರಿದ ಸಂಯಮ, ಆರಂಭಿಕ ನಡೆಗಳ ಸಿದ್ಧತೆ ಮತ್ತು ಕಿರಿಯ ವಯಸ್ಸಿನಲ್ಲಿಯೇ ಗಳಿಸಿದ ಅನುಭವ ಅವರ ಗೆಲುವಿಗೆ ಕಾರಣವಾಯಿತು. [63, 338, 644, 515]
gm-table-rows [52, 1189, 176, 1283]
pot-item: ▸ ಪಾಟ್ 2: ಚೀನಾ ತೈಪೆ (17), ಹಾಂಕಾಂಗ್ ಚೀನಾ (21), ಮಲೇಷ್ಯಾ (37) [1237, 1189, 1469, 1231]
pot-item: ▸ ಪಾಟ್ 4: ಶ್ರೀಲಂಕಾ (68), ಭಾರತ (70), ಬಾಂಗ್ಲಾದೇಶ (128) [1237, 1274, 1469, 1317]
kwpl-teams-text: ಬೆಂಗಳೂರು, ಮೈಸೂರು, ಮಂಗಳೂರು, ಹುಬ್ಬಳ್ಳಿ ಮತ್ತು ಶಿವಮೊಗ್ಗ [506, 2227, 722, 2239]
crossword-cell [955, 2215, 988, 2248]
hampi-face [365, 1252, 431, 1330]
reg-dots-mid2 [976, 2328, 1033, 2339]
crossword-cell [921, 2147, 954, 2181]
badminton-headline: ಟಾಪ್ ಹತ್ತರಲ್ಲಿ ಸಾತ್ವಿಕ್-ಚಿರಾಗ್ [966, 1464, 1403, 1514]
crossword-across-list [1099, 2097, 1194, 2261]
podium-figure-4 [288, 559, 323, 673]
crossword-clue: 1.ಮನೆ (2) [1200, 2232, 1478, 2246]
sidebar-list-box [644, 143, 935, 250]
gm-table-row [52, 1245, 176, 1264]
issue-day: ಬುಧವಾರ [1329, 73, 1381, 93]
gm-table [51, 1187, 177, 1282]
issue-city: ಹುಬ್ಬಳ್ಳಿ [1329, 110, 1362, 126]
gambhir-kicker: ಪಿಚ್ ಕ್ಯುರೇಟರ್ ಲೀ ವಿರುದ್ಧ ಗಂಭೀರ್ ಆಕ್ರೋಶ [945, 140, 1273, 165]
gm-table-row [52, 1189, 176, 1207]
crossword-cell [1022, 1979, 1055, 2012]
byline-icon: ✒ [95, 733, 108, 746]
right-divider-2 [938, 1462, 1478, 1463]
crossword-clue: 7.ಆಯಾಸ (3) [1099, 2135, 1194, 2147]
sidebar-list-item: ದಾಖಲೆಗಳೊಂದಿಗೆ [794, 174, 933, 196]
crossword-title-letter: ದ [841, 1885, 876, 1920]
safe-hands-title: ಭಾರತ ಸ್ಥಾನ ಭದ್ರವಾಗಿಸಿದ ದಿವ್ಯಾ [63, 762, 249, 783]
kwpl-headline: ಆಗಸ್ಟ್ 4ರಿಂದ ಮಹಾರಾಣಿ ಲೀಗ್ ಶುರು [51, 1891, 671, 1952]
crossword-answers-down-title: ಮೇಲಿಂದ ಕೆಳಕ್ಕೆ [1200, 2039, 1478, 2053]
kwpl-body-1 [51, 1958, 284, 2299]
crossword-cell[interactable] [820, 2114, 853, 2147]
gm-count: 256 [147, 1189, 171, 1207]
crossword-cell[interactable] [1056, 2147, 1089, 2181]
crossword-clue: 16.ಗಂಟು (3) [1099, 2236, 1194, 2248]
hockey-kicker: ಮೊದಲ ಬಾರಿಗೆ ವಿಶ್ವಕಪ್‌ಗೆ ಭಾರತ ಆಯ್ಕೆ [992, 933, 1281, 959]
crossword-down-title: ಮೇಲಿಂದ ಕೆಳಕ್ಕೆ [1200, 2218, 1478, 2232]
